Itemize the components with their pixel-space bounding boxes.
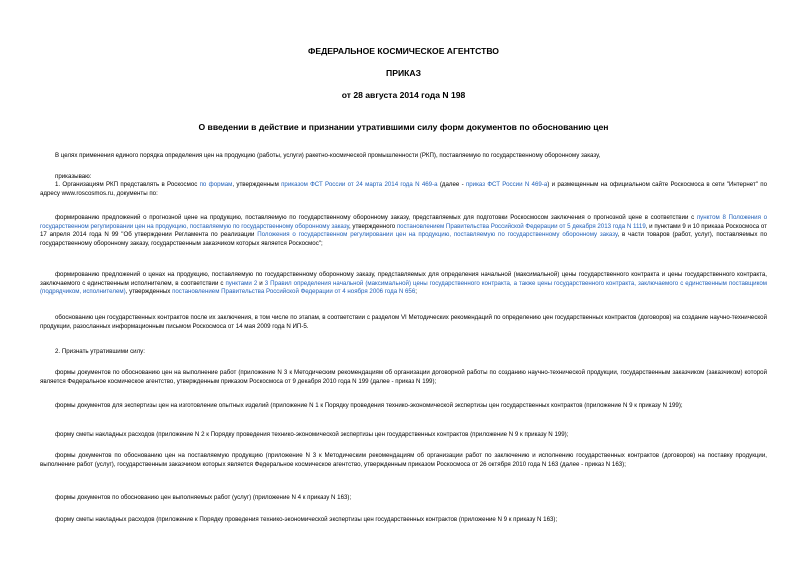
document-date: от 28 августа 2014 года N 198 xyxy=(341,90,466,100)
link-fst-order[interactable]: приказом ФСТ России от 24 марта 2014 года N 469-а xyxy=(281,181,438,188)
link-government-decree-1119[interactable]: постановлением Правительства Российской Федерации от 5 декабря 2013 года N 1119 xyxy=(396,222,646,230)
paragraph-1: 1. Организациям РКП представлять в Роскосмос по формам, утвержденным приказом ФСТ России от 24 марта 2014 года N 469-а (далее - приказ ФСТ России N 469-а) и размещенным на официальном сайте Роскосмоса в сети "Интернет" по адресу www.roscosmos.ru, документы по: xyxy=(40,181,767,197)
document-title: О введении в действие и признании утратившими силу форм документов по обоснованию цен xyxy=(198,122,609,132)
paragraph-2: формированию предложений о прогнозной цене на продукцию, поставляемую по государственному оборонному заказу, представляемых для подготовки Роскосмосом заключения о прогнозной цене в соответствии с пунктом 8 Положения о государственном регулировании цен на продукцию, поставляемую по государственному оборонному заказу, утвержденного постановлением Правительства Российской Федерации от 5 декабря 2013 года N 1119, и пунктами 9 и 10 приказа Роскосмоса от 17 апреля 2014 года N 99 "Об утверждении Регламента по реализации Положения о государственном регулировании цен на продукцию, поставляемую по государственному оборонному заказу, в части товаров (работ, услуг), поставляемых по государственному оборонному заказу, государственным заказчиком которых является Роскосмос"; xyxy=(40,214,768,248)
paragraph-8: форму сметы накладных расходов (приложение N 2 к Порядку проведения технико-экономической экспертизы цен государственных контрактов (приложение N 9 к приказу N 199); xyxy=(55,431,569,438)
paragraph-7: формы документов для экспертизы цен на изготовление опытных изделий (приложение N 1 к Порядку проведения технико-экономической экспертизы цен государственных контрактов (приложение N 9 к приказу N 199); xyxy=(55,402,683,409)
document-type: ПРИКАЗ xyxy=(386,68,421,78)
link-government-decree-656[interactable]: постановлением Правительства Российской Федерации от 4 ноября 2006 года N 656 xyxy=(172,288,416,296)
order-word: приказываю: xyxy=(55,173,92,180)
paragraph-4: обоснованию цен государственных контрактов после их заключения, в том числе по этапам, в соответствии с разделом VI Методических рекомендаций по определению цен государственных контрактов (договоров) на создание научно-технической продукции, разосланных информационным письмом Роскосмоса от 14 мая 2009 года N ИП-5. xyxy=(40,314,767,330)
paragraph-10: формы документов по обоснованию цен выполняемых работ (услуг) (приложение N 4 к приказу N 163); xyxy=(55,494,352,501)
link-forms[interactable]: по формам xyxy=(199,181,233,188)
link-items-2[interactable]: пунктами 2 xyxy=(225,279,258,287)
paragraph-6: формы документов по обоснованию цен на выполнение работ (приложение N 3 к Методическим рекомендациям об организации договорной работы по созданию научно-технической продукции, государственным заказчиком (заказчиком) которой является Федеральное космическое агентство, утвержденным приказом Роскосмоса от 9 декабря 2010 года N 199 (далее - приказ N 199); xyxy=(40,369,767,385)
paragraph-5: 2. Признать утратившими силу: xyxy=(55,348,145,355)
link-fst-order-short[interactable]: приказ ФСТ России N 469-а xyxy=(465,181,548,188)
paragraph-3: формированию предложений о ценах на продукцию, поставляемую по государственному оборонному заказу, представляемых для определения начальной (максимальной) цены государственного контракта и цены государственного контракта, заключаемого с единственным исполнителем, в соответствии с пунктами 2 и 3 Правил определения начальной (максимальной) цены государственного контракта, а также цены государственного контракта, заключаемого с единственным поставщиком (подрядчиком, исполнителем), утвержденных постановлением Правительства Российской Федерации от 4 ноября 2006 года N 656; xyxy=(40,271,767,296)
link-regulation-item8[interactable]: пунктом 8 Положения о государственном регулировании цен на продукцию, поставляемую по государственному оборонному заказу xyxy=(40,214,768,230)
link-pricing-rules[interactable]: 3 Правил определения начальной (максимальной) цены государственного контракта, а также цены государственного контракта, заключаемого с единственным поставщиком (подрядчиком, исполнителем) xyxy=(40,279,767,296)
link-price-regulation[interactable]: Положения о государственном регулировании цен на продукцию, поставляемую по государственному оборонному заказу xyxy=(257,231,618,239)
agency-name: ФЕДЕРАЛЬНОЕ КОСМИЧЕСКОЕ АГЕНТСТВО xyxy=(308,46,499,56)
paragraph-11: форму сметы накладных расходов (приложение к Порядку проведения технико-экономической экспертизы цен государственных контрактов (приложение N 9 к приказу N 163); xyxy=(55,516,558,523)
paragraph-9: формы документов по обоснованию цен на поставляемую продукцию (приложение N 3 к Методическим рекомендациям об организации работ по заключению и исполнению государственных контрактов (договоров) на поставку продукции, выполнение работ (услуг), государственным заказчиком которых является Федеральное космическое агентство, утвержденным приказом Роскосмоса от 26 октября 2010 года N 163 (далее - приказ N 163); xyxy=(40,452,767,468)
intro-paragraph: В целях применения единого порядка определения цен на продукцию (работы, услуги) ракетно-космической промышленности (РКП), поставляемую по государственному оборонному заказу, xyxy=(55,152,601,159)
